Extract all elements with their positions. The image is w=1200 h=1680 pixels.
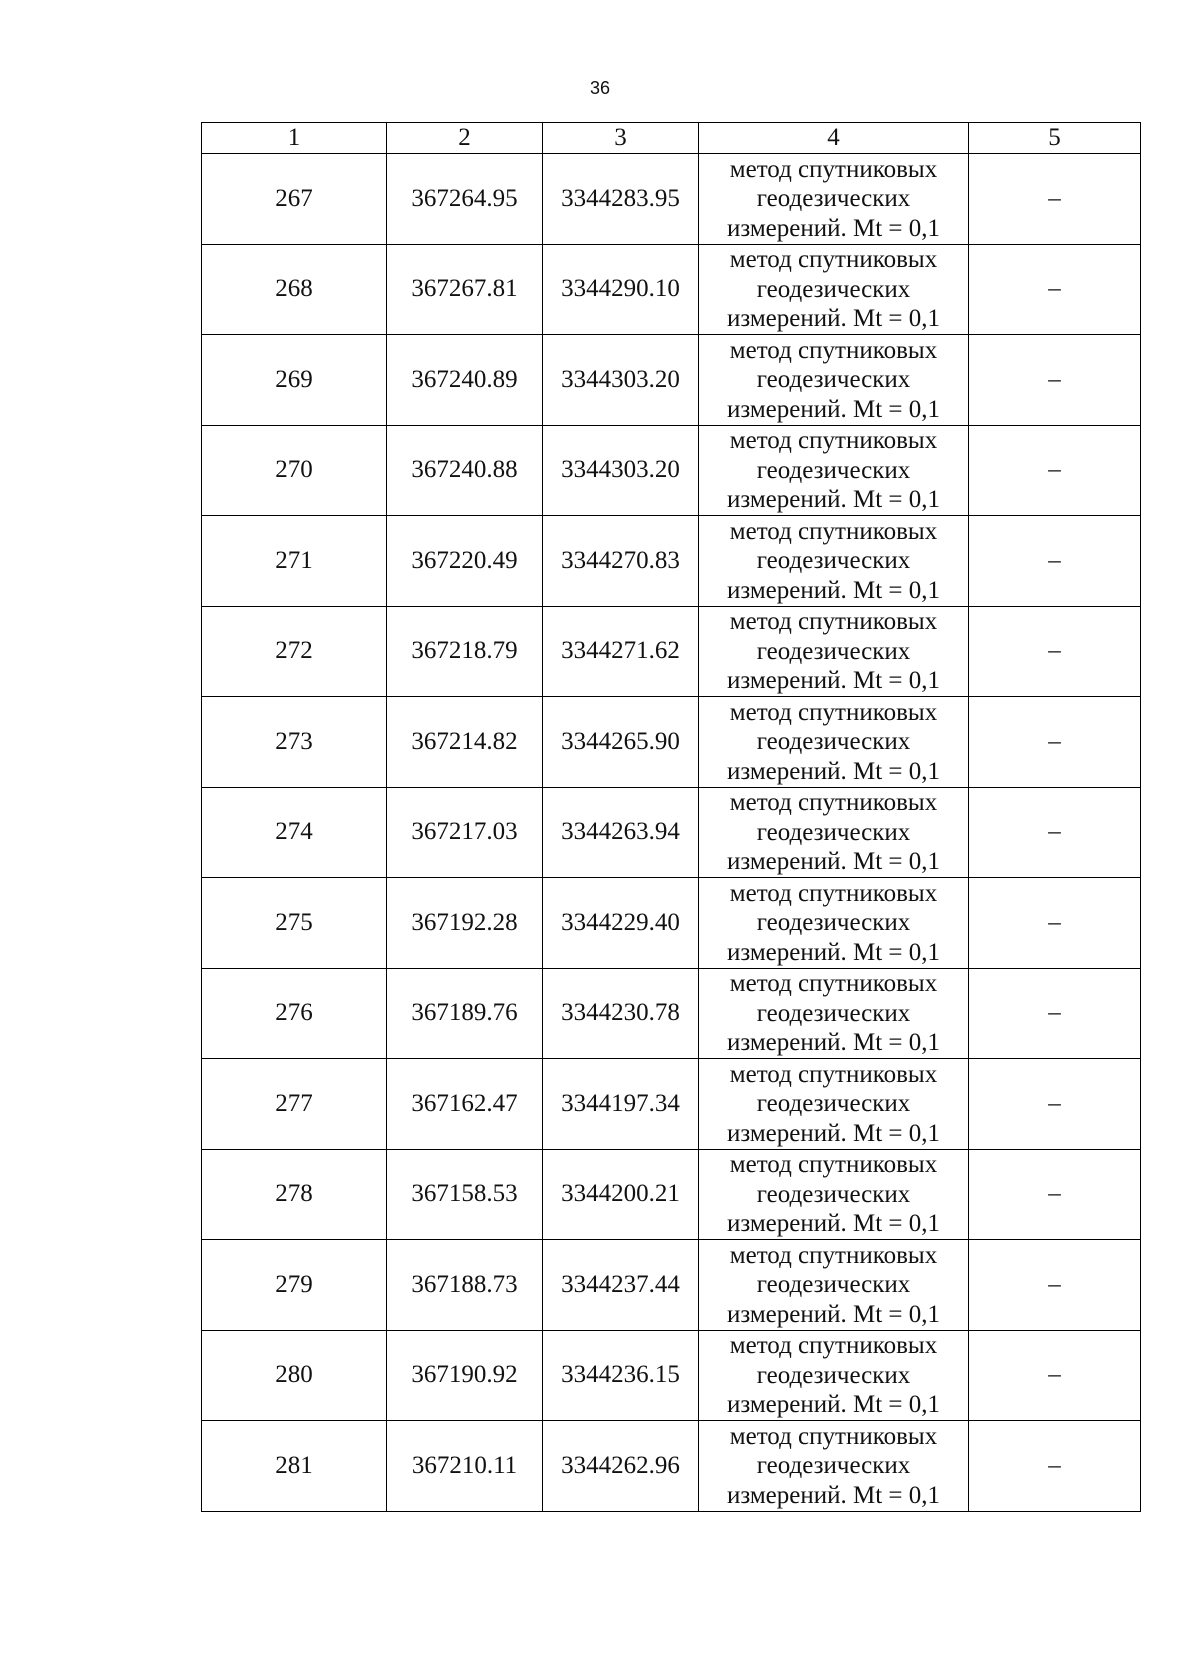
- method-cell: [699, 425, 969, 516]
- table-row: [202, 335, 1141, 426]
- header-col-4: 4: [699, 123, 969, 154]
- method-line: геодезических: [756, 456, 911, 484]
- x-coordinate-cell: 367264.95: [387, 154, 543, 245]
- method-line: измерений. Mt = 0,1: [726, 1481, 941, 1509]
- table-row: [202, 697, 1141, 788]
- method-line: геодезических: [756, 909, 911, 936]
- method-cell: [699, 968, 969, 1059]
- method-line: метод спутниковых: [729, 336, 938, 364]
- note-cell: –: [969, 516, 1141, 607]
- x-coordinate-cell: 367240.88: [387, 425, 543, 516]
- x-coordinate-cell: 367217.03: [387, 787, 543, 878]
- note-cell: –: [969, 1059, 1141, 1150]
- y-coordinate-cell: 3344265.90: [543, 697, 699, 788]
- method-line: метод спутниковых: [729, 789, 938, 816]
- method-cell: [699, 878, 969, 969]
- method-line: геодезических: [756, 1180, 911, 1208]
- x-coordinate-cell: 367267.81: [387, 244, 543, 335]
- point-number-cell: 272: [202, 606, 387, 697]
- method-line: метод спутниковых: [729, 155, 938, 183]
- method-line: геодезических: [756, 1361, 911, 1389]
- x-coordinate-cell: 367190.92: [387, 1330, 543, 1421]
- y-coordinate-cell: 3344290.10: [543, 244, 699, 335]
- method-line: измерений. Mt = 0,1: [726, 576, 941, 604]
- note-cell: –: [969, 606, 1141, 697]
- method-cell: [699, 1059, 969, 1150]
- table-row: [202, 516, 1141, 607]
- y-coordinate-cell: 3344262.96: [543, 1421, 699, 1512]
- note-cell: –: [969, 1330, 1141, 1421]
- x-coordinate-cell: 367189.76: [387, 968, 543, 1059]
- method-line: геодезических: [756, 185, 911, 212]
- note-cell: –: [969, 1421, 1141, 1512]
- method-line: измерений. Mt = 0,1: [726, 938, 941, 966]
- y-coordinate-cell: 3344200.21: [543, 1149, 699, 1240]
- header-col-1: 1: [202, 123, 387, 154]
- method-line: метод спутниковых: [729, 1332, 938, 1359]
- method-line: измерений. Mt = 0,1: [726, 395, 941, 423]
- point-number-cell: 273: [202, 697, 387, 788]
- table-row: [202, 1421, 1141, 1512]
- method-line: метод спутниковых: [729, 698, 938, 726]
- method-line: геодезических: [756, 1452, 911, 1479]
- method-line: метод спутниковых: [729, 246, 938, 273]
- table-row: [202, 244, 1141, 335]
- table-row: [202, 606, 1141, 697]
- x-coordinate-cell: 367158.53: [387, 1149, 543, 1240]
- table-row: [202, 1149, 1141, 1240]
- table-row: [202, 1059, 1141, 1150]
- method-line: метод спутниковых: [729, 879, 938, 907]
- header-col-2: 2: [387, 123, 543, 154]
- method-line: геодезических: [756, 366, 911, 393]
- x-coordinate-cell: 367240.89: [387, 335, 543, 426]
- x-coordinate-cell: 367188.73: [387, 1240, 543, 1331]
- table-header-row: [202, 123, 1141, 154]
- header-col-5: 5: [969, 123, 1141, 154]
- y-coordinate-cell: 3344271.62: [543, 606, 699, 697]
- table-row: [202, 1330, 1141, 1421]
- x-coordinate-cell: 367218.79: [387, 606, 543, 697]
- point-number-cell: 279: [202, 1240, 387, 1331]
- method-line: измерений. Mt = 0,1: [726, 1391, 941, 1418]
- point-number-cell: 268: [202, 244, 387, 335]
- method-line: метод спутниковых: [729, 427, 938, 454]
- table-row: [202, 878, 1141, 969]
- point-number-cell: 278: [202, 1149, 387, 1240]
- page-number: 36: [589, 78, 611, 98]
- method-line: измерений. Mt = 0,1: [726, 757, 941, 785]
- table-row: [202, 1240, 1141, 1331]
- method-cell: [699, 335, 969, 426]
- point-number-cell: 269: [202, 335, 387, 426]
- note-cell: –: [969, 968, 1141, 1059]
- method-line: измерений. Mt = 0,1: [726, 305, 941, 332]
- table-body: [202, 154, 1141, 1512]
- x-coordinate-cell: 367220.49: [387, 516, 543, 607]
- method-line: измерений. Mt = 0,1: [726, 848, 941, 875]
- method-line: геодезических: [756, 637, 911, 665]
- method-line: геодезических: [756, 818, 911, 846]
- method-cell: [699, 787, 969, 878]
- method-line: измерений. Mt = 0,1: [726, 486, 941, 513]
- method-line: геодезических: [756, 275, 911, 303]
- note-cell: –: [969, 1149, 1141, 1240]
- note-cell: –: [969, 878, 1141, 969]
- method-line: измерений. Mt = 0,1: [726, 1300, 941, 1328]
- method-line: измерений. Mt = 0,1: [726, 214, 941, 242]
- point-number-cell: 275: [202, 878, 387, 969]
- point-number-cell: 274: [202, 787, 387, 878]
- table-row: [202, 154, 1141, 245]
- table-row: [202, 425, 1141, 516]
- method-cell: [699, 1149, 969, 1240]
- note-cell: –: [969, 697, 1141, 788]
- note-cell: –: [969, 335, 1141, 426]
- table-row: [202, 968, 1141, 1059]
- method-line: геодезических: [756, 728, 911, 755]
- y-coordinate-cell: 3344230.78: [543, 968, 699, 1059]
- method-line: метод спутниковых: [729, 1422, 938, 1450]
- method-line: метод спутниковых: [729, 970, 938, 997]
- method-cell: [699, 606, 969, 697]
- x-coordinate-cell: 367162.47: [387, 1059, 543, 1150]
- point-number-cell: 277: [202, 1059, 387, 1150]
- method-line: метод спутниковых: [729, 1060, 938, 1088]
- y-coordinate-cell: 3344283.95: [543, 154, 699, 245]
- point-number-cell: 267: [202, 154, 387, 245]
- x-coordinate-cell: 367210.11: [387, 1421, 543, 1512]
- method-line: измерений. Mt = 0,1: [726, 1119, 941, 1147]
- method-cell: [699, 1240, 969, 1331]
- y-coordinate-cell: 3344303.20: [543, 425, 699, 516]
- method-cell: [699, 244, 969, 335]
- note-cell: –: [969, 425, 1141, 516]
- y-coordinate-cell: 3344263.94: [543, 787, 699, 878]
- method-cell: [699, 1330, 969, 1421]
- method-line: измерений. Mt = 0,1: [726, 667, 941, 694]
- point-number-cell: 270: [202, 425, 387, 516]
- note-cell: –: [969, 1240, 1141, 1331]
- coordinates-table: [201, 122, 1141, 1512]
- table-row: [202, 787, 1141, 878]
- method-line: метод спутниковых: [729, 517, 938, 545]
- point-number-cell: 281: [202, 1421, 387, 1512]
- method-line: метод спутниковых: [729, 608, 938, 635]
- note-cell: –: [969, 787, 1141, 878]
- method-line: геодезических: [756, 547, 911, 574]
- point-number-cell: 276: [202, 968, 387, 1059]
- method-line: измерений. Mt = 0,1: [726, 1210, 941, 1237]
- method-line: геодезических: [756, 1271, 911, 1298]
- method-line: измерений. Mt = 0,1: [726, 1029, 941, 1056]
- method-cell: [699, 154, 969, 245]
- note-cell: –: [969, 154, 1141, 245]
- y-coordinate-cell: 3344303.20: [543, 335, 699, 426]
- point-number-cell: 280: [202, 1330, 387, 1421]
- method-cell: [699, 1421, 969, 1512]
- y-coordinate-cell: 3344197.34: [543, 1059, 699, 1150]
- method-line: метод спутниковых: [729, 1241, 938, 1269]
- method-cell: [699, 516, 969, 607]
- note-cell: –: [969, 244, 1141, 335]
- method-line: геодезических: [756, 1090, 911, 1117]
- method-line: метод спутниковых: [729, 1151, 938, 1178]
- header-col-3: 3: [543, 123, 699, 154]
- y-coordinate-cell: 3344237.44: [543, 1240, 699, 1331]
- y-coordinate-cell: 3344270.83: [543, 516, 699, 607]
- y-coordinate-cell: 3344236.15: [543, 1330, 699, 1421]
- x-coordinate-cell: 367214.82: [387, 697, 543, 788]
- method-cell: [699, 697, 969, 788]
- method-line: геодезических: [756, 999, 911, 1027]
- point-number-cell: 271: [202, 516, 387, 607]
- x-coordinate-cell: 367192.28: [387, 878, 543, 969]
- y-coordinate-cell: 3344229.40: [543, 878, 699, 969]
